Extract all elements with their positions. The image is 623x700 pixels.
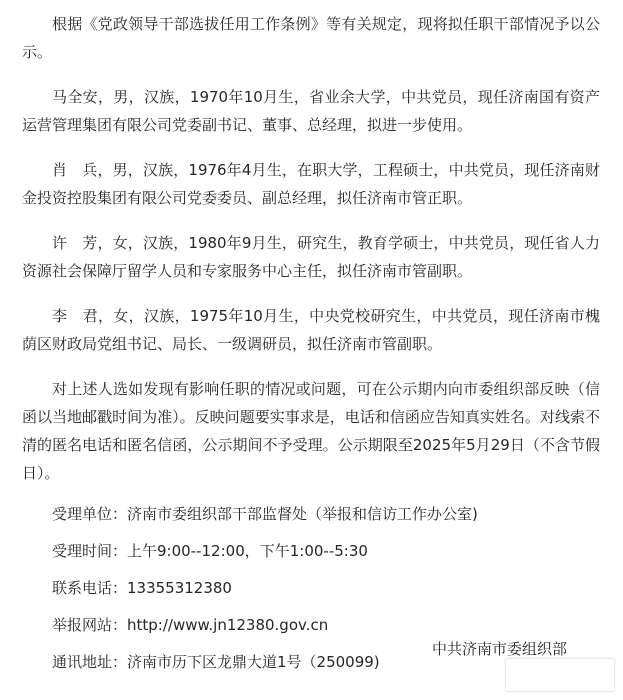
watermark-badge — [505, 658, 615, 692]
candidate-paragraph-xiao-bing: 肖 兵，男，汉族，1976年4月生，在职大学，工程硕士，中共党员，现任济南财金投资控股集团有限公司党委委员、副总经理，拟任济南市管正职。 — [22, 161, 600, 207]
candidate-paragraph-xu-fang: 许 芳，女，汉族，1980年9月生，研究生，教育学硕士，中共党员，现任省人力资源社会保障厅留学人员和专家服务中心主任，拟任济南市管副职。 — [22, 234, 600, 280]
contact-phone: 联系电话：13355312380 — [52, 579, 232, 597]
notice-paragraph: 对上述人选如发现有影响任职的情况或问题，可在公示期内向市委组织部反映（信函以当地邮戳时间为准）。反映问题要实事求是，电话和信函应告知真实姓名。对线索不清的匿名电话和匿名信函，公示期间不予受理。公示期限至2025年5月29日（不含节假日）。 — [22, 380, 600, 482]
candidate-paragraph-ma-quanan: 马全安，男，汉族，1970年10月生，省业余大学，中共党员，现任济南国有资产运营管理集团有限公司党委副书记、董事、总经理，拟进一步使用。 — [22, 88, 600, 134]
announcement-document — [22, 10, 600, 689]
contact-website: 举报网站：http://www.jn12380.gov.cn — [52, 616, 329, 634]
contact-time: 受理时间：上午9:00--12:00，下午1:00--5:30 — [52, 542, 368, 560]
contact-unit: 受理单位：济南市委组织部干部监督处（举报和信访工作办公室) — [52, 505, 478, 523]
contact-address: 通讯地址：济南市历下区龙鼎大道1号（250099) — [52, 653, 380, 671]
intro-paragraph: 根据《党政领导干部选拔任用工作条例》等有关规定，现将拟任职干部情况予以公示。 — [22, 15, 600, 61]
issuer-signature: 中共济南市委组织部 — [431, 640, 567, 658]
candidate-paragraph-li-jun: 李 君，女，汉族，1975年10月生，中央党校研究生，中共党员，现任济南市槐荫区财政局党组书记、局长、一级调研员，拟任济南市管副职。 — [22, 307, 600, 353]
